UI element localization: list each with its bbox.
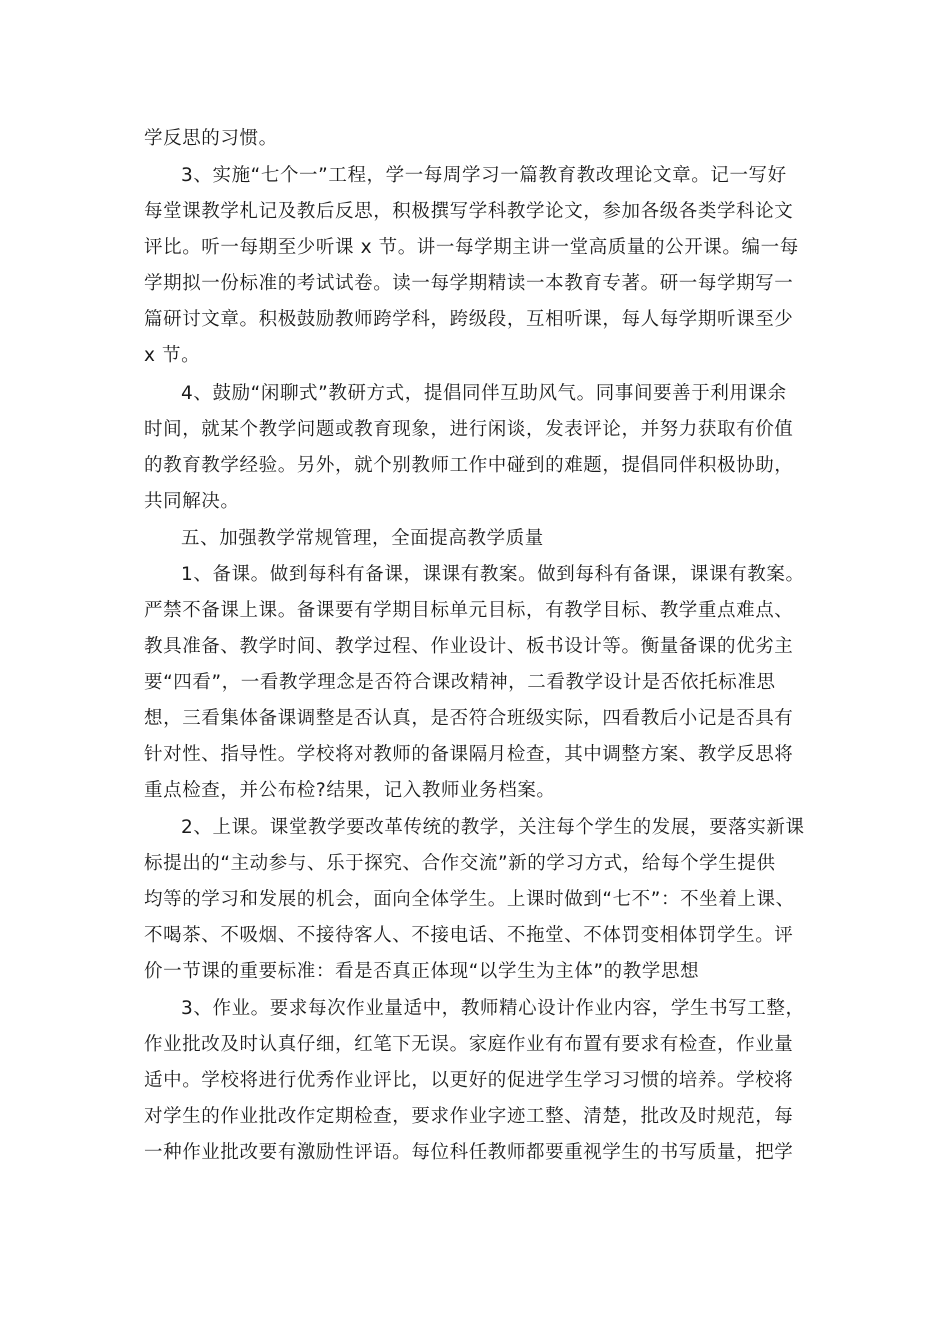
text-line: 价一节课的重要标准：看是否真正体现“以学生为主体”的教学思想 xyxy=(144,961,700,982)
text-line: 作业批改及时认真仔细，红笔下无误。家庭作业有布置有要求有检查，作业量 xyxy=(144,1034,794,1055)
text-line: 不喝茶、不吸烟、不接待客人、不接电话、不拖堂、不体罚变相体罚学生。评 xyxy=(144,925,794,946)
text-line: 严禁不备课上课。备课要有学期目标单元目标，有教学目标、教学重点难点、 xyxy=(144,600,794,621)
text-line: 4、鼓励“闲聊式”教研方式，提倡同伴互助风气。同事间要善于利用课余 xyxy=(181,383,787,404)
text-line: 学期拟一份标准的考试试卷。读一每学期精读一本教育专著。研一每学期写一 xyxy=(144,273,794,294)
text-line: 2、上课。课堂教学要改革传统的教学，关注每个学生的发展，要落实新课 xyxy=(181,817,805,838)
text-line: 共同解决。 xyxy=(144,491,240,512)
text-line: 的教育教学经验。另外，就个别教师工作中碰到的难题，提倡同伴积极协助， xyxy=(144,455,794,476)
section-heading: 五、加强教学常规管理，全面提高教学质量 xyxy=(181,528,544,549)
text-line: 标提出的“主动参与、乐于探究、合作交流”新的学习方式，给每个学生提供 xyxy=(144,853,776,874)
text-line: 均等的学习和发展的机会，面向全体学生。上课时做到“七不”：不坐着上课、 xyxy=(144,889,795,910)
text-line: 对学生的作业批改作定期检查，要求作业字迹工整、清楚，批改及时规范，每 xyxy=(144,1106,794,1127)
text-line: 想，三看集体备课调整是否认真，是否符合班级实际，四看教后小记是否具有 xyxy=(144,708,794,729)
text-line: 3、实施“七个一”工程，学一每周学习一篇教育教改理论文章。记一写好 xyxy=(181,165,787,186)
text-line: 适中。学校将进行优秀作业评比，以更好的促进学生学习习惯的培养。学校将 xyxy=(144,1070,794,1091)
text-line: 时间，就某个教学问题或教育现象，进行闲谈，发表评论，并努力获取有价值 xyxy=(144,419,794,440)
text-line: 3、作业。要求每次作业量适中，教师精心设计作业内容，学生书写工整， xyxy=(181,998,805,1019)
text-line: 学反思的习惯。 xyxy=(144,128,278,149)
text-line: 篇研讨文章。积极鼓励教师跨学科，跨级段，互相听课，每人每学期听课至少 xyxy=(144,309,794,330)
text-line: 每堂课教学札记及教后反思，积极撰写学科教学论文，参加各级各类学科论文 xyxy=(144,201,794,222)
text-line: 1、备课。做到每科有备课，课课有教案。做到每科有备课，课课有教案。 xyxy=(181,564,805,585)
text-line: 针对性、指导性。学校将对教师的备课隔月检查，其中调整方案、教学反思将 xyxy=(144,744,794,765)
text-line: 一种作业批改要有激励性评语。每位科任教师都要重视学生的书写质量，把学 xyxy=(144,1142,794,1163)
text-line: 教具准备、教学时间、教学过程、作业设计、板书设计等。衡量备课的优劣主 xyxy=(144,636,794,657)
text-line: 要“四看”，一看教学理念是否符合课改精神，二看教学设计是否依托标准思 xyxy=(144,672,776,693)
text-line: 评比。听一每期至少听课 x 节。讲一每学期主讲一堂高质量的公开课。编一每 xyxy=(144,237,799,258)
text-line: 重点检查，并公布检?结果，记入教师业务档案。 xyxy=(144,780,556,801)
text-line: x 节。 xyxy=(144,345,201,366)
